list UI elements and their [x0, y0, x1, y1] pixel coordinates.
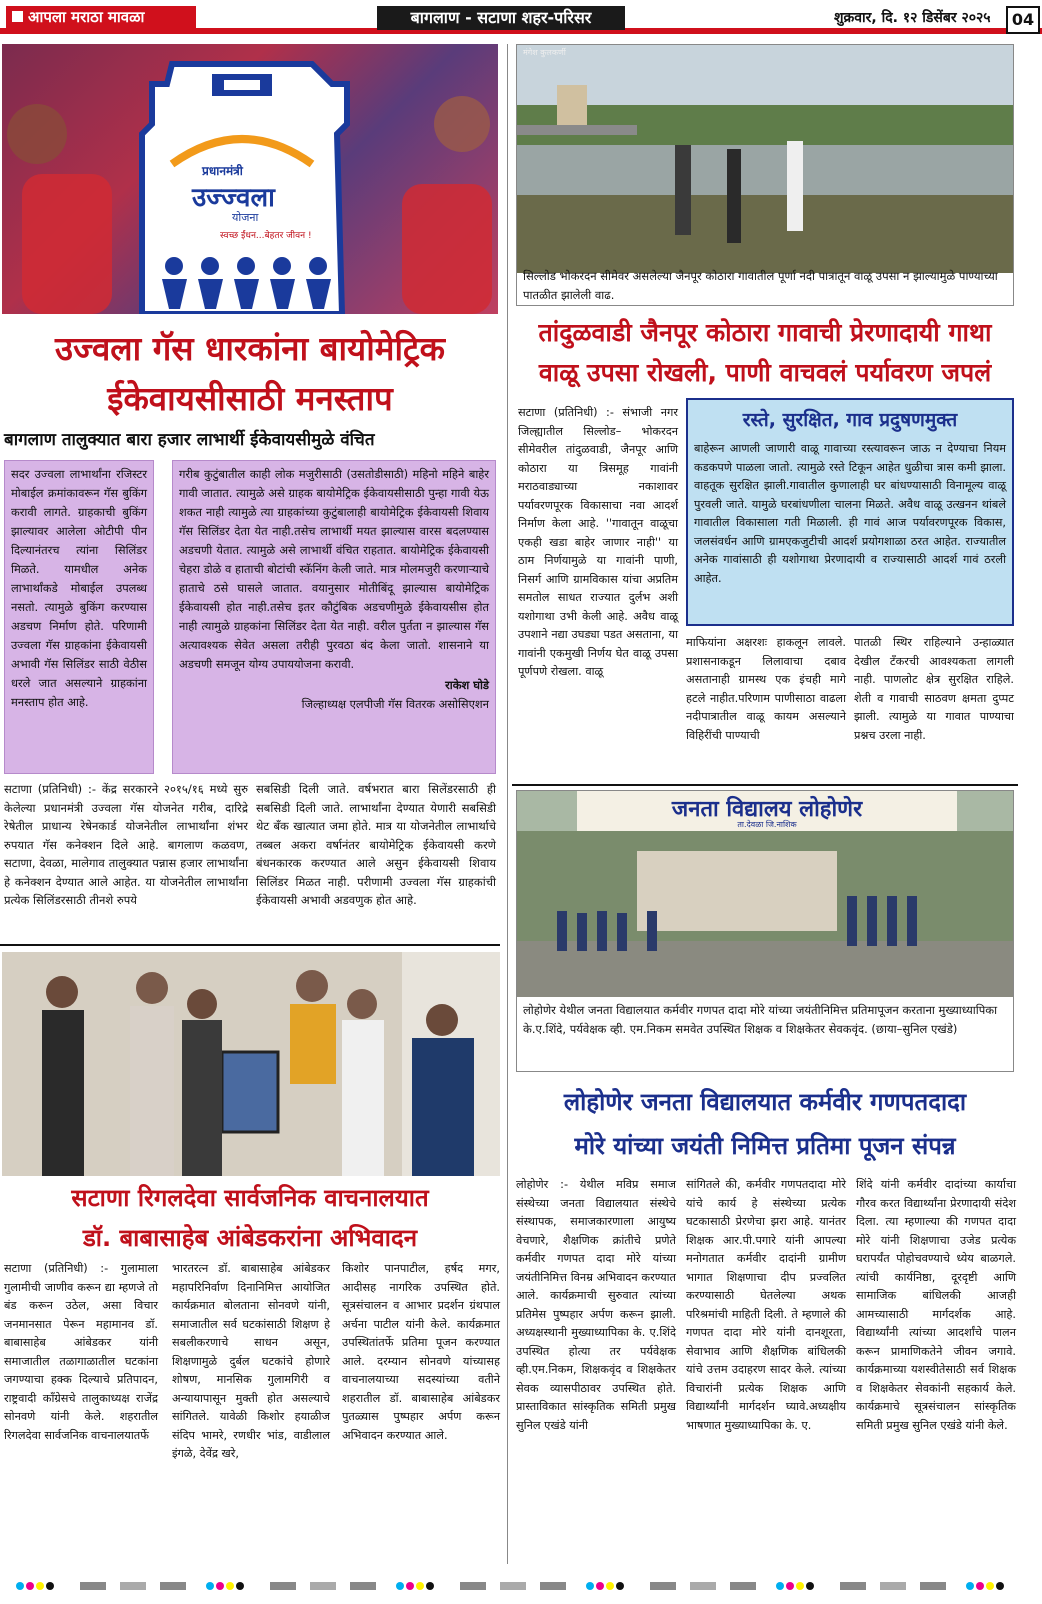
ujjwala-box-2-text: गरीब कुटुंबातील काही लोक मजुरीसाठी (उसतोडीसाठी) महिनो महिने बाहेर गावी जातात. त्यामुळे असे ग्राहक बायोमेट्रिक ईकेवायसीसाठी पुन्हा गावी येऊ शकत नाही त्यामुळे त्या ग्राहकांच्या कुटुंबालाही बायोमेट्रिक ईकेवायसी शिवाय गॅस सिलिंडर देता येत नाही.तसेच लाभार्थी मयत झाल्यास वारस बदलण्यास अडचणी येतात. त्यामुळे असे लाभार्थी वंचित राहतात. बायोमेट्रिक ईकेवायसी चेहरा डोळे व हाताची बोटांची स्कॅनिंग केली जाते. मात्र मोलमजुरी करणाऱ्याचे हाताचे ठसे घासले जातात. वयानुसार मोतीबिंदू झाल्यास बायोमेट्रिक ईकेवायसी होत नाही.तसेच इतर कौटुंबिक अडचणीमुळे ईकेवायसीस होत नाही त्यामुळे ग्राहकांना सिलिंडर देता येत नाही. वरील पुर्तता न झाल्यास गॅस अत्यावश्यक सेवेत असला तरीही पुरवठा बंद केला जातो. शासनाने या अडचणी समजून योग्य उपाययोजना करावी.	[179, 467, 489, 671]
square-icon	[12, 11, 23, 22]
divider-left	[0, 944, 500, 946]
ujjwala-subhead: बागलाण तालुक्यात बारा हजार लाभार्थी ईकेवायसीमुळे वंचित	[4, 430, 375, 450]
ujjwala-box-1-text: सदर उज्वला लाभार्थांना रजिस्टर मोबाईल क्रमांकावरून गॅस बुकिंग करावी लागते. ग्राहकाची बुकिंग झाल्यावर आलेला ओटीपी पीन दिल्यानंतरच त्यांना सिलिंडर मिळते. यामधील अनेक लाभार्थांकडे मोबाईल उपलब्ध नसतो. त्यामुळे बुकिंग करण्यास अडचण निर्माण होते. परिणामी उज्वला गॅस ग्राहकांना ईकेवायसी अभावी गॅस सिलिंडर साठी वेठीस धरले जात असल्याने ग्राहकांना मनस्ताप होत आहे.	[11, 467, 147, 709]
divider-right	[512, 784, 1018, 786]
tandulwadi-box-title: रस्ते, सुरक्षित, गाव प्रदुषणमुक्त	[742, 409, 958, 431]
ujjwala-photo	[2, 44, 498, 314]
paper-name-text: आपला मराठा मावळा	[28, 8, 145, 26]
river-scene	[517, 45, 1013, 273]
library-photo	[2, 952, 500, 1176]
section-title: बागलाण - सटाणा शहर-परिसर	[377, 6, 625, 30]
paper-name	[6, 6, 196, 28]
tandulwadi-headline-1: तांदुळवाडी जैनपूर कोठारा गावाची प्रेरणादायी गाथा	[538, 318, 992, 347]
tandulwadi-column-1: सटाणा (प्रतिनिधी) :- संभाजी नगर जिल्ह्यातील सिल्लोड– भोकरदन सीमेवरील तांदुळवाडी, जैनपूर आणि कोठारा या त्रिसमूह गावांनी मराठवाड्याच्या नकाशावर पर्यावरणपूरक विकासाचा नवा आदर्श निर्माण केला आहे. ''गावातून वाळूचा एकही खडा बाहेर जाणार नाही'' या ठाम निर्णयामुळे या गावांनी पाणी, निसर्ग आणि ग्रामविकास यांचा अप्रतिम समतोल साधत राज्यात दुर्लभ अशी यशोगाथा उभी केली आहे. अवैध वाळू उपशाने नद्या उघड्या पडत असताना, या गावांनी एकमुखी निर्णय घेत वाळू उपसा पूर्णपणे रोखला. वाळू	[518, 406, 678, 678]
river-photo-caption: सिल्लोड भोकरदन सीमेवर असलेल्या जैनपूर कोठारा गावातील पूर्णा नदी पात्रातून वाळू उपसा न झाल्यामुळे पाण्याच्या पातळीत झालेली वाढ.	[523, 269, 998, 302]
ujjwala-column-1: सटाणा (प्रतिनिधी) :- केंद्र सरकारने २०१५/१६ मध्ये सुरु केलेल्या प्रधानमंत्री उज्वला गॅस योजनेत गरीब, दारिद्रे रेषेतील प्राधान्य रेषेनकार्ड योजनेतील लाभार्थांना शंभर रुपयात गॅस कनेक्शन दिले आहे. बागलाण कळवण, सटाणा, देवळा, मालेगाव तालुक्यात पन्नास हजार लाभार्थांना हे कनेक्शन देण्यात आले आहेत. या योजनेतील लाभार्थांना प्रत्येक सिलिंडरसाठी तीनशे रुपये	[4, 782, 248, 907]
center-column-rule	[507, 44, 508, 1564]
tandulwadi-column-2: माफियांना अक्षरशः हाकलून लावले. प्रशासनाकडून लिलावाचा दबाव असतानाही ग्रामस्थ एक इंचही मागे हटले नाहीत.परिणाम पाणीसाठा वाढला नदीपात्रातील वाळू कायम असल्याने विहिरींची पाण्याची	[686, 636, 846, 742]
library-headline-2: डॉ. बाबासाहेब आंबेडकरांना अभिवादन	[82, 1224, 418, 1252]
library-column-3: किशोर पानपाटील, हर्षद मगर, आदीसह नागरिक उपस्थित होते. सूत्रसंचालन व आभार प्रदर्शन ग्रंथपाल अर्चना पाटील यांनी केले. कार्यक्रमात उपस्थितांतर्फे प्रतिमा पूजन करण्यात आले. दरम्यान सोनवणे यांच्यासह वाचनालयाच्या सदस्यांच्या वतीने शहरातील डॉ. बाबासाहेब आंबेडकर पुतळ्यास पुष्पहार अर्पण करून अभिवादन करण्यात आले.	[342, 1262, 500, 1442]
river-photo	[516, 44, 1014, 306]
print-registration-marks	[0, 1572, 1042, 1600]
school-column-3: शिंदे यांनी कर्मवीर दादांच्या कार्याचा गौरव करत विद्यार्थ्यांना प्रेरणादायी संदेश दिला. त्या म्हणाल्या की गणपत दादा मोरे यांनी शिक्षणाचा उजेड प्रत्येक घरापर्यंत पोहोचवण्याचे ध्येय बाळगले. त्यांची कार्यनिष्ठा, दूरदृष्टी आणि सामाजिक बांधिलकी आजही आमच्यासाठी मार्गदर्शक आहे. विद्यार्थ्यांनी त्यांच्या आदर्शांचे पालन करून प्रामाणिकतेने जीवन जगावे. कार्यक्रमाच्या यशस्वीतेसाठी सर्व शिक्षक व शिक्षकेतर सेवकांनी सहकार्य केले. कार्यक्रमाचे सूत्रसंचालन सांस्कृतिक समिती प्रमुख सुनिल एखंडे यांनी केले.	[856, 1178, 1016, 1432]
registration-marks-graphic	[0, 1572, 1042, 1600]
ujjwala-headline-2: ईकेवायसीसाठी मनस्ताप	[107, 379, 393, 418]
library-scene	[2, 952, 500, 1176]
library-column-2: भारतरत्न डॉ. बाबासाहेब आंबेडकर महापरिनिर्वाण दिनानिमित्त आयोजित कार्यक्रमात बोलताना सोनवणे यांनी, समाजातील सर्व घटकांसाठी शिक्षण हे सबलीकरणाचे साधन असून, शिक्षणामुळे दुर्बल घटकांचे होणारे शोषण, मानसिक गुलामगिरी व अन्यायापासून मुक्ती होत असल्याचे सांगितले. यावेळी किशोर हयाळीज संदिप भामरे, रणधीर भांड, वाडीलाल इंगळे, देवेंद्र खरे,	[172, 1262, 330, 1460]
school-photo	[516, 790, 1014, 1072]
school-sign-subtitle: ता.देवळा जि.नाशिक	[737, 820, 797, 829]
school-headline-2: मोरे यांच्या जयंती निमित्त प्रतिमा पूजन संपन्न	[574, 1132, 956, 1160]
tandulwadi-box	[686, 398, 1014, 626]
school-sign: जनता विद्यालय लोहोणेर	[671, 797, 863, 822]
ujjwala-signature-name: राकेश घोडे	[445, 678, 489, 692]
school-photo-caption: लोहोणेर येथील जनता विद्यालयात कर्मवीर गणपत दादा मोरे यांच्या जयंतीनिमित्त प्रतिमापूजन करताना मुख्याध्यापिका के.ए.शिंदे, पर्यवेक्षक व्ही. एम.निकम समवेत उपस्थित शिक्षक व शिक्षकेतर सेवकवृंद. (छाया–सुनिल एखंडे)	[523, 1003, 998, 1036]
masthead	[0, 0, 1042, 38]
school-headline-1: लोहोणेर जनता विद्यालयात कर्मवीर गणपतदादा	[563, 1088, 967, 1116]
ujjwala-signature-title: जिल्हाध्यक्ष एलपीजी गॅस वितरक असोसिएशन	[301, 697, 489, 711]
logo-line3: योजना	[232, 211, 259, 224]
logo-line1: प्रधानमंत्री	[202, 164, 243, 178]
tandulwadi-box-text: बाहेरून आणली जाणारी वाळू गावाच्या रस्त्यावरून जाऊ न देण्याचा नियम कडकपणे पाळला जातो. त्यामुळे रस्ते टिकून आहेत धुळीचा त्रास कमी झाला. वाहतूक सुरक्षित झाली.गावातील कुणालाही घर बांधण्यासाठी विनामूल्य वाळू पुरवली जाते. यामुळे घरबांधणीला चालना मिळते. अवैध वाळू उत्खनन थांबले गावातील विकासाला गती मिळाली. ही गावं आज पर्यावरणपूरक विकास, जलसंवर्धन आणि ग्रामएकजुटीची आदर्श प्रयोगशाळा ठरत आहेत. राज्यातील अनेक गावांसाठी ही यशोगाथा प्रेरणादायी व राज्यासाठी आदर्श गावं ठरली आहेत.	[694, 442, 1006, 585]
tandulwadi-column-3: पातळी स्थिर राहिल्याने उन्हाळ्यात देखील टँकरची आवश्यकता लागली नाही. पाणलोट क्षेत्र सुरक्षित राहिले. शेती व गावाची साठवण क्षमता दुप्पट झाली. त्यामुळे या गावात पाण्याचा प्रश्नच उरला नाही.	[854, 636, 1014, 742]
tandulwadi-headline-2: वाळू उपसा रोखली, पाणी वाचवलं पर्यावरण जपलं	[538, 358, 992, 387]
ujjwala-column-2: सबसिडी दिली जाते. वर्षभरात बारा सिलेंडरसाठी ही सबसिडी दिली जाते. लाभार्थांना देण्यात येणारी सबसिडी थेट बँक खात्यात जमा होते. मात्र या योजनेतील लाभार्थाचे तब्बल अकरा वर्षानंतर बायोमेट्रिक ईकेवायसी करणे बंधनकारक करण्यात आले असुन ईकेवायसी शिवाय सिलिंडर मिळत नाही. परीणामी उज्वला गॅस ग्राहकांची ईकेवायसी अभावी अडवणुक होत आहे.	[256, 782, 496, 907]
ujjwala-box-2	[172, 460, 496, 774]
page-number: 04	[1006, 6, 1040, 34]
school-column-2: सांगितले की, कर्मवीर गणपतदादा मोरे यांचे कार्य हे संस्थेच्या प्रत्येक घटकासाठी प्रेरणेचा झरा आहे. यानंतर शिक्षक आर.पी.पगारे यांनी आपल्या मनोगतात कर्मवीर दादांनी ग्रामीण भागात शिक्षणाचा दीप प्रज्वलित करण्यासाठी घेतलेल्या अथक परिश्रमांची माहिती दिली. ते म्हणाले की गणपत दादा मोरे यांनी दानशूरता, सेवाभाव आणि शैक्षणिक बांधिलकी यांचे उत्तम उदाहरण सादर केले. त्यांच्या विचारांनी प्रत्येक शिक्षक आणि विद्यार्थ्यांनी मार्गदर्शन घ्यावे.अध्यक्षीय भाषणात मुख्याध्यापिका के. ए.	[686, 1178, 846, 1432]
issue-date: शुक्रवार, दि. १२ डिसेंबर २०२५	[834, 10, 991, 26]
ujjwala-box-1	[4, 460, 154, 774]
logo-line2: उज्ज्वला	[192, 183, 275, 213]
school-column-1: लोहोणेर :- येथील मविप्र समाज संस्थेच्या जनता विद्यालयात संस्थेचे संस्थापक, समाजकारणाला आयुष्य वेचणारे, शैक्षणिक क्रांतीचे प्रणेते कर्मवीर गणपत दादा मोरे यांच्या जयंतीनिमित्त विनम्र अभिवादन करण्यात आले. कार्यक्रमाची सुरुवात त्यांच्या प्रतिमेस पुष्पहार अर्पण करून झाली. अध्यक्षस्थानी मुख्याध्यापिका के. ए.शिंदे उपस्थित होत्या तर पर्यवेक्षक व्ही.एम.निकम, शिक्षकवृंद व शिक्षकेतर सेवक व्यासपीठावर उपस्थित होते. प्रास्ताविकात सांस्कृतिक समिती प्रमुख सुनिल एखंडे यांनी	[516, 1178, 676, 1432]
logo-tagline: स्वच्छ ईंधन...बेहतर जीवन !	[220, 231, 312, 241]
ujjwala-headline-1: उज्वला गॅस धारकांना बायोमेट्रिक	[54, 329, 445, 368]
library-column-1: सटाणा (प्रतिनिधी) :- गुलामाला गुलामीची जाणीव करून द्या म्हणजे तो बंड करून उठेल, असा विचार जनमानसात पेरून महामानव डॉ. बाबासाहेब आंबेडकर यांनी समाजातील तळागाळातील घटकांना जगण्याचा हक्क दिल्याचे प्रतिपादन, राष्ट्रवादी कॉंग्रेसचे तालुकाध्यक्ष राजेंद्र सोनवणे यांनी केले. शहरातील रिगलदेवा सार्वजनिक वाचनालयातर्फे	[4, 1262, 158, 1442]
library-headline-1: सटाणा रिगलदेवा सार्वजनिक वाचनालयात	[71, 1184, 429, 1212]
photo-credit: मंगेश कुलकर्णी	[523, 48, 566, 57]
